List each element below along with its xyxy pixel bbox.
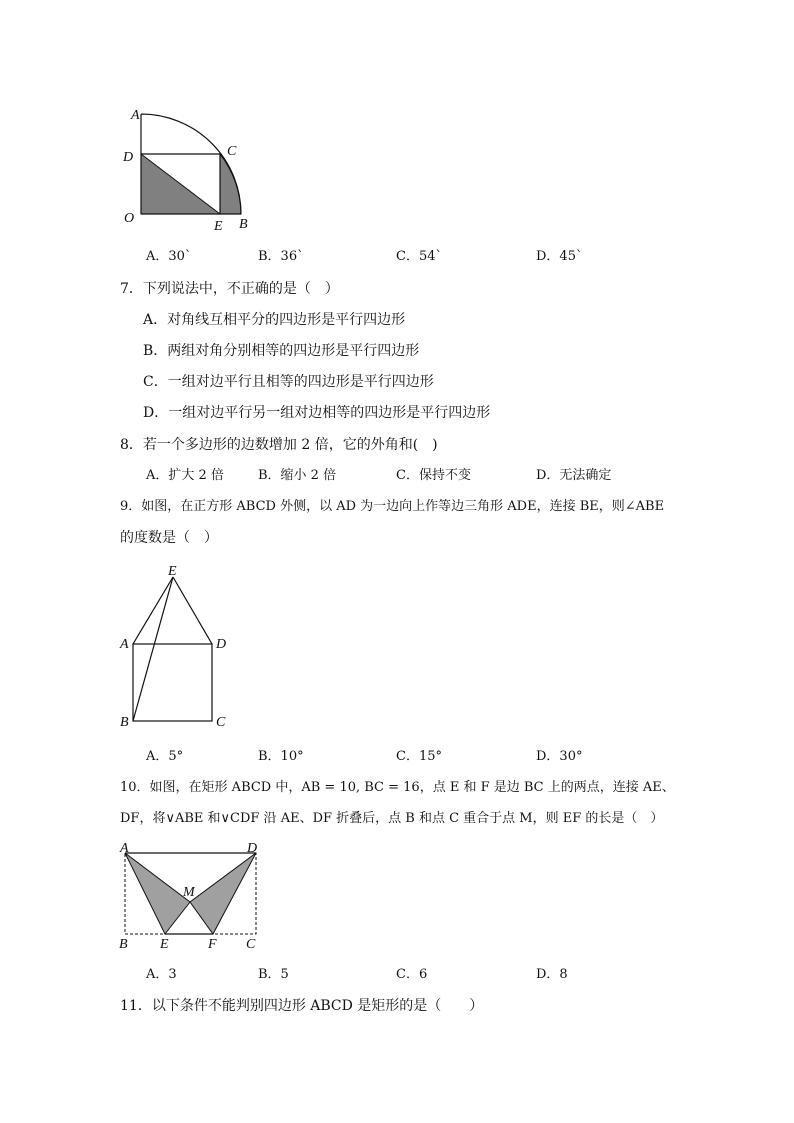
q9-option-c: C．15° [396, 749, 442, 764]
q6-label-B: B [239, 217, 248, 232]
q10-label-C: C [246, 937, 256, 952]
q8-option-c: C．保持不变 [396, 468, 471, 483]
q8-option-b: B．缩小 2 倍 [258, 468, 337, 483]
q8-option-d: D．无法确定 [536, 468, 612, 483]
q10-fold-right [190, 853, 256, 934]
q7-stem: 7．下列说法中，不正确的是（ ） [120, 281, 339, 297]
q10-label-A: A [120, 841, 129, 856]
q10-stem-line1: 10．如图，在矩形 ABCD 中，AB = 10, BC = 16，点 E 和 F 是边 BC 上的两点，连接 AE、 [120, 780, 675, 795]
q6-option-a: A．30` [146, 249, 192, 264]
q10-label-D: D [247, 841, 258, 856]
q6-label-O: O [124, 211, 135, 226]
q10-option-b: B．5 [258, 967, 289, 982]
q10-option-a: A．3 [146, 967, 177, 982]
q9-label-E: E [168, 564, 177, 579]
q10-label-F: F [208, 937, 217, 952]
q9-label-A: A [120, 637, 129, 652]
q7-option-d: D．一组对边平行另一组对边相等的四边形是平行四边形 [143, 405, 491, 421]
q9-label-D: D [216, 637, 227, 652]
q10-label-E: E [160, 937, 169, 952]
q9-option-a: A．5° [146, 749, 184, 764]
q9-label-B: B [120, 715, 129, 730]
q11-stem: 11．以下条件不能判别四边形 ABCD 是矩形的是（ ） [120, 998, 484, 1014]
q9-stem-line2: 的度数是（ ） [120, 530, 218, 546]
q10-label-M: M [183, 885, 195, 900]
q7-option-c: C．一组对边平行且相等的四边形是平行四边形 [143, 374, 434, 390]
q6-option-d: D．45` [536, 249, 583, 264]
q7-option-b: B．两组对角分别相等的四边形是平行四边形 [143, 343, 420, 359]
q9-option-b: B．10° [258, 749, 304, 764]
q10-stem-line2: DF，将∨ABE 和∨CDF 沿 AE、DF 折叠后，点 B 和点 C 重合于点 M，则 EF 的长是（ ） [120, 811, 664, 826]
q8-stem: 8．若一个多边形的边数增加 2 倍，它的外角和( ) [120, 437, 438, 453]
q9-option-d: D．30° [536, 749, 583, 764]
q10-label-B: B [119, 937, 128, 952]
q6-label-C: C [227, 144, 237, 159]
q6-label-A: A [131, 108, 140, 123]
q7-option-a: A．对角线互相平分的四边形是平行四边形 [143, 312, 406, 328]
q6-option-b: B．36` [258, 249, 304, 264]
q9-stem-line1: 9．如图，在正方形 ABCD 外侧，以 AD 为一边向上作等边三角形 ADE，连接 BE，则∠ABE [120, 499, 665, 514]
q10-fold-left [125, 853, 190, 934]
q8-option-a: A．扩大 2 倍 [146, 468, 224, 483]
q9-label-C: C [216, 715, 226, 730]
q10-option-c: C．6 [396, 967, 428, 982]
q10-option-d: D．8 [536, 967, 568, 982]
q6-label-E: E [214, 219, 223, 234]
q6-label-D: D [123, 150, 134, 165]
q6-option-c: C．54` [396, 249, 442, 264]
